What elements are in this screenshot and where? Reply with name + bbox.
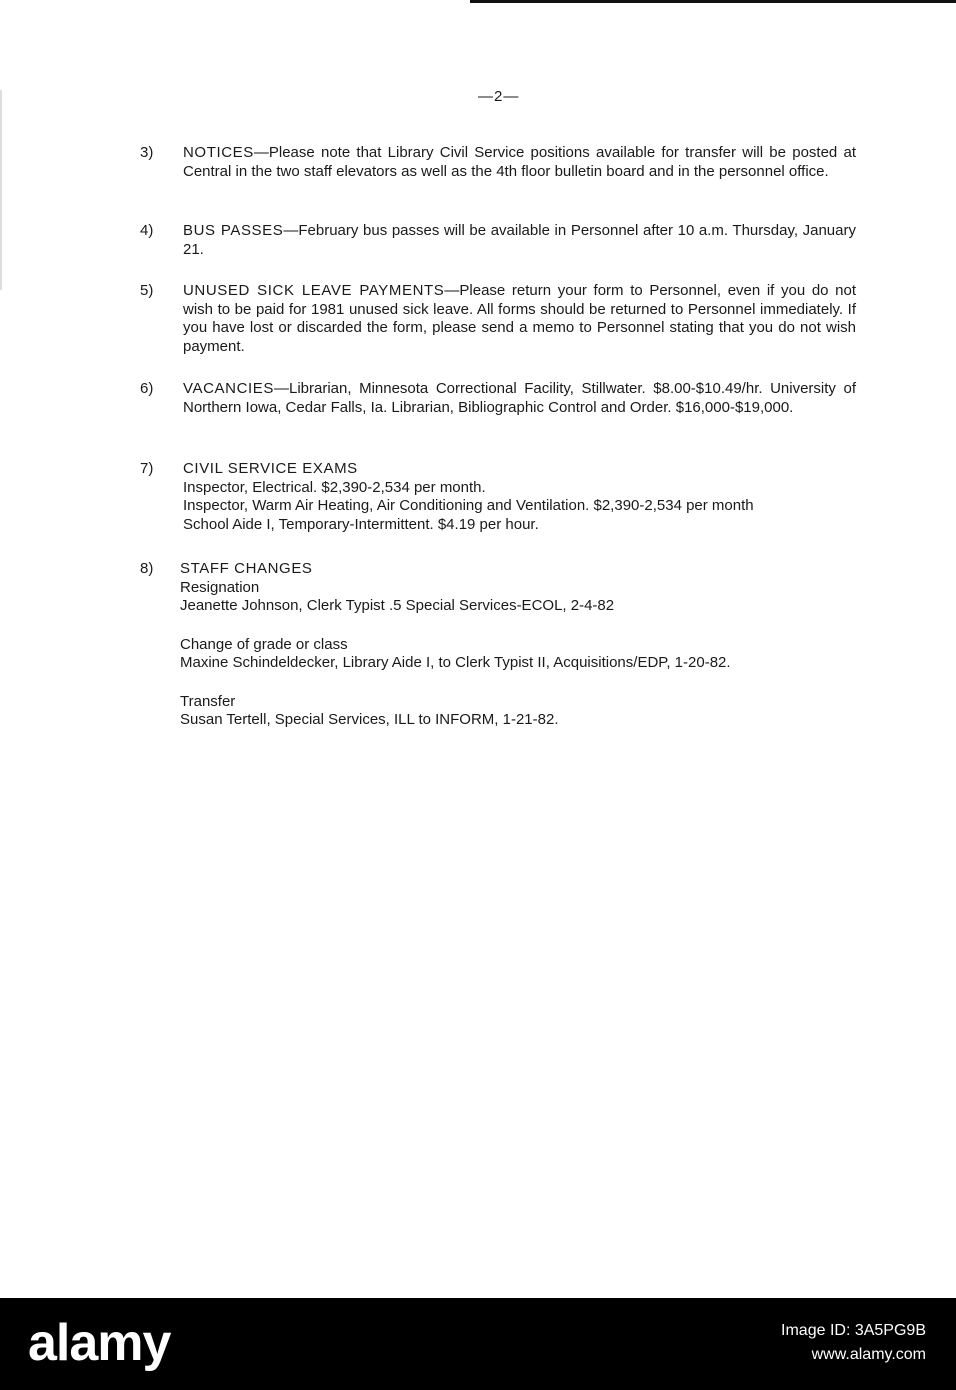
item-text: —Librarian, Minnesota Correctional Facility, Stillwater. $8.00-$10.49/hr. University of Northern Iowa, Cedar Falls, Ia. Librarian, Bibliographic Control and Order. $16,000-$19,000. [183,380,856,416]
item-vacancies [140,380,856,417]
change-label: Resignation [180,578,260,596]
item-number: 3) [140,144,154,161]
item-heading: NOTICES [183,144,254,161]
item-heading: STAFF CHANGES [180,560,313,577]
item-bus-passes [140,222,856,259]
site-url: www.alamy.com [811,1346,926,1363]
item-number: 5) [140,282,154,299]
change-entry: Susan Tertell, Special Services, ILL to INFORM, 1-21-82. [180,711,559,728]
item-text: —February bus passes will be available in Personnel after 10 a.m. Thursday, January 21. [183,222,856,258]
item-heading: CIVIL SERVICE EXAMS [183,460,358,477]
scan-edge-line [470,0,956,3]
change-label: Transfer [180,692,236,710]
change-label: Change of grade or class [180,635,348,653]
item-number: 6) [140,380,154,397]
item-heading: VACANCIES [183,380,274,397]
exam-line: Inspector, Warm Air Heating, Air Conditioning and Ventilation. $2,390-2,534 per month [183,497,754,514]
item-notices [140,144,856,181]
item-staff-changes [140,560,856,730]
change-entry: Jeanette Johnson, Clerk Typist .5 Special Services-ECOL, 2-4-82 [180,597,615,614]
item-heading: UNUSED SICK LEAVE PAYMENTS [183,282,445,299]
item-number: 7) [140,460,154,477]
item-number: 8) [140,560,154,577]
item-text: —Please return your form to Personnel, even if you do not wish to be paid for 1981 unused sick leave. All forms should be returned to Personnel immediately. If you have lost or discarded the form, please send a memo to Personnel stating that you do not wish payment. [183,282,856,355]
exam-line: Inspector, Electrical. $2,390-2,534 per month. [183,478,486,496]
watermark-bar [0,1298,956,1390]
page-number: —2— [478,88,520,105]
item-text: —Please note that Library Civil Service positions available for transfer will be posted at Central in the two staff elevators as well as the 4th floor bulletin board and in the personnel office. [183,144,856,180]
exam-line: School Aide I, Temporary-Intermittent. $4.19 per hour. [183,515,539,533]
item-civil-service-exams [140,460,856,534]
item-heading: BUS PASSES [183,222,284,239]
item-sick-leave [140,282,856,356]
item-number: 4) [140,222,154,239]
change-entry: Maxine Schindeldecker, Library Aide I, to Clerk Typist II, Acquisitions/EDP, 1-20-82. [180,654,731,671]
image-id: Image ID: 3A5PG9B [781,1322,926,1339]
scan-margin-line [0,90,2,290]
alamy-logo: alamy [28,1314,171,1372]
